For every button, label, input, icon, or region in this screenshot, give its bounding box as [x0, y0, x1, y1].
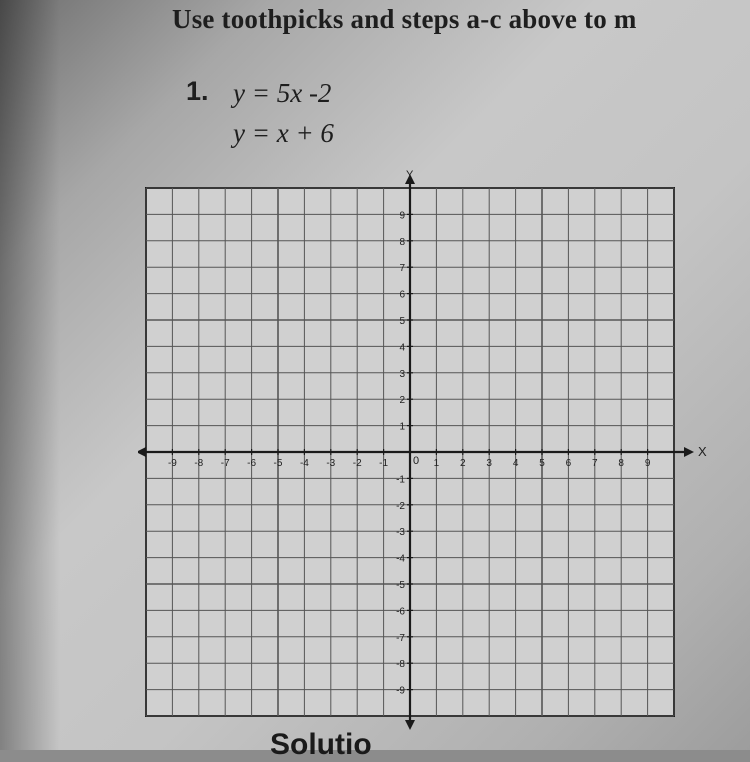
footer-partial-text: Solutio [270, 728, 372, 761]
x-tick-label: 4 [512, 458, 519, 469]
y-tick-label: -9 [396, 685, 405, 697]
y-axis-arrow-down-icon [405, 720, 415, 730]
x-tick-label: 9 [644, 458, 651, 469]
x-tick-label: 1 [433, 458, 440, 469]
x-tick-label: 6 [565, 458, 572, 469]
y-tick-label: -4 [396, 553, 405, 565]
equation-2: y = x + 6 [233, 118, 334, 148]
x-tick-label: -5 [273, 458, 283, 469]
problem-number: 1. [186, 76, 209, 106]
y-tick-label: -5 [396, 580, 405, 591]
coordinate-plane-svg [138, 170, 718, 730]
x-tick-label: -9 [167, 458, 177, 469]
instruction-text: Use toothpicks and steps a-c above to m [172, 4, 637, 34]
x-tick-label: -4 [299, 458, 309, 469]
y-tick-label: 8 [399, 236, 405, 248]
y-tick-label: -7 [396, 632, 405, 644]
x-tick-label: 8 [618, 458, 624, 469]
x-tick-label: -1 [379, 458, 389, 469]
page-edge-shadow [0, 0, 60, 750]
x-tick-label: 7 [592, 458, 598, 469]
x-axis-label: X [698, 444, 707, 459]
x-axis-arrow-left-icon [138, 447, 146, 457]
y-tick-label: -1 [396, 474, 405, 486]
y-tick-label: -2 [396, 500, 405, 512]
y-tick-label: 1 [399, 421, 405, 433]
x-tick-label: -8 [194, 458, 204, 469]
y-tick-label: 4 [399, 342, 405, 354]
x-tick-label: 5 [539, 458, 545, 469]
x-tick-label: -6 [247, 458, 257, 469]
origin-label: 0 [413, 455, 420, 467]
y-tick-label: 7 [399, 263, 405, 275]
y-tick-label: -8 [396, 659, 405, 671]
y-tick-label: 9 [399, 210, 405, 222]
x-tick-label: -3 [326, 458, 336, 469]
y-tick-label: 5 [399, 316, 405, 327]
y-tick-label: -3 [396, 527, 405, 539]
x-axis-arrow-right-icon [684, 447, 694, 457]
y-tick-label: 2 [399, 395, 405, 407]
y-tick-label: -6 [396, 606, 405, 618]
x-tick-label: -2 [352, 458, 362, 469]
x-tick-label: 3 [486, 458, 492, 469]
x-tick-label: -7 [220, 458, 230, 469]
y-tick-label: 3 [399, 368, 405, 380]
equation-1: y = 5x -2 [233, 78, 332, 108]
y-tick-label: 6 [399, 289, 405, 301]
y-axis-label: Y [406, 170, 414, 181]
coordinate-grid [138, 170, 718, 730]
x-tick-label: 2 [460, 458, 466, 469]
